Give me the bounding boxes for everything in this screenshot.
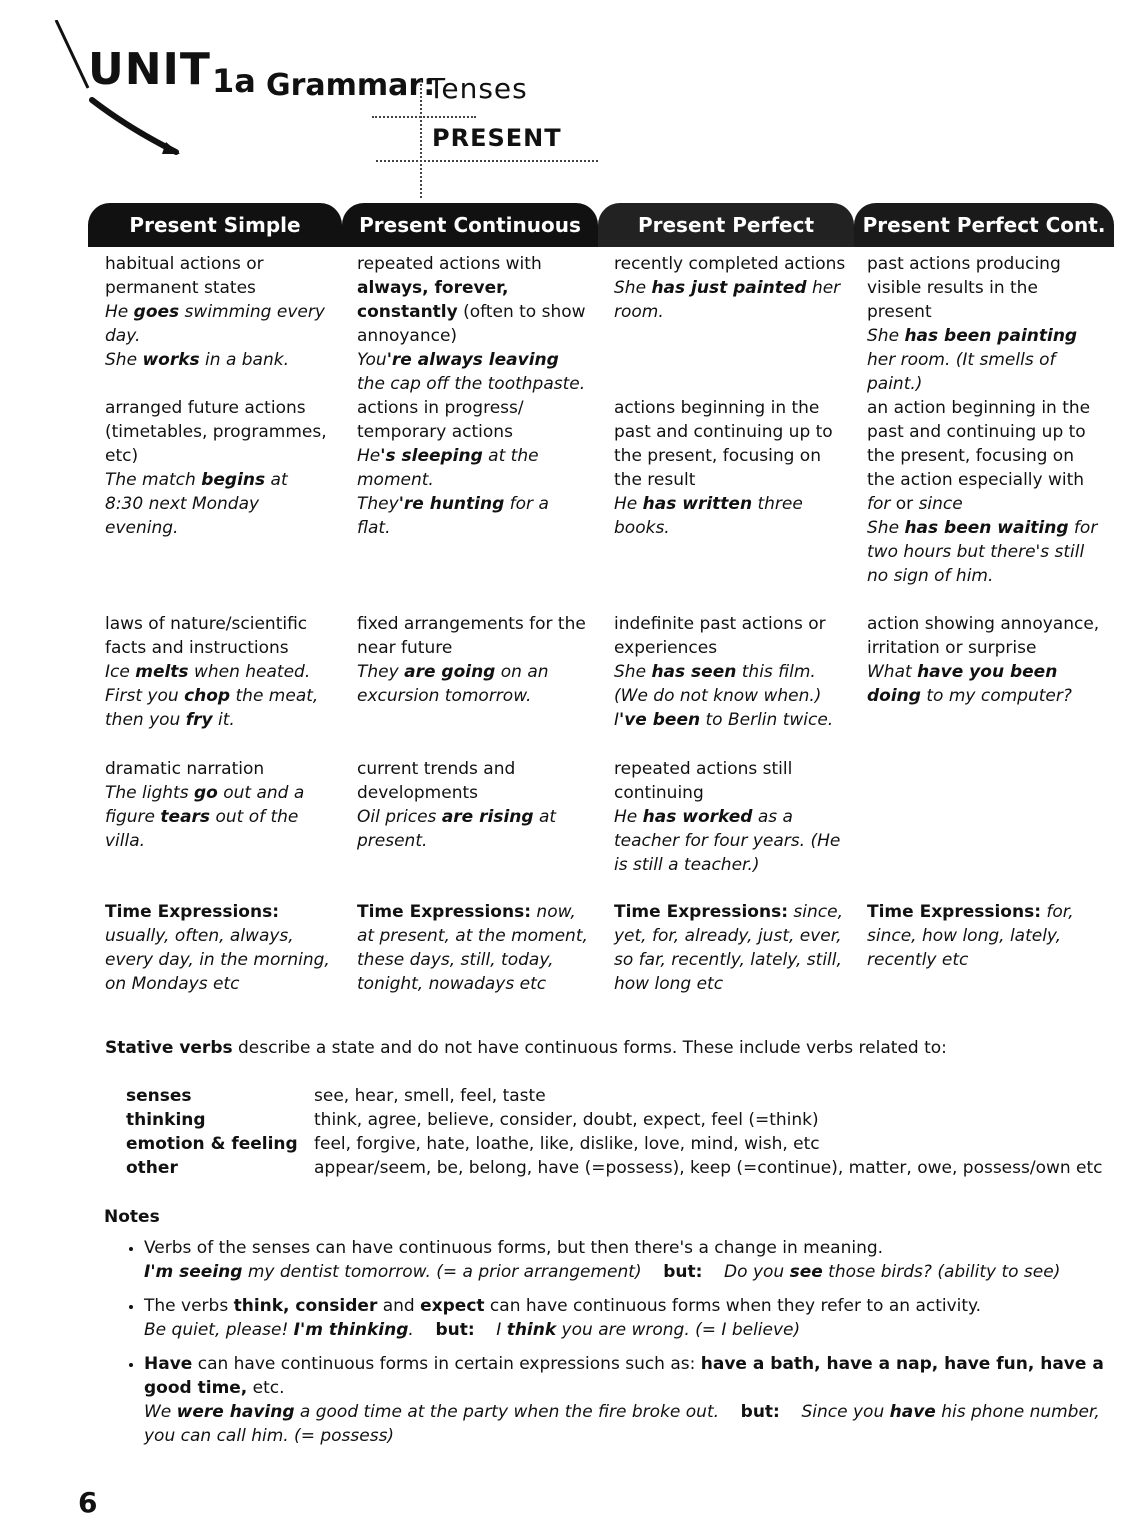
note-text: etc. bbox=[247, 1378, 285, 1398]
stative-row bbox=[126, 1108, 1116, 1132]
cell-r4-c1 bbox=[105, 757, 335, 853]
example-verb: has worked bbox=[642, 807, 753, 827]
example-text: three books. bbox=[614, 494, 803, 538]
page-number: 6 bbox=[78, 1486, 98, 1519]
example-text: She bbox=[614, 278, 652, 298]
cell-r1-c2 bbox=[357, 252, 587, 396]
usage-desc: laws of nature/scientific facts and instructions bbox=[105, 614, 308, 658]
example-text: to Berlin twice. bbox=[700, 710, 834, 730]
cell-r2-c3 bbox=[614, 396, 854, 540]
example-text: Ice bbox=[105, 662, 136, 682]
time-expr-c2 bbox=[357, 900, 589, 996]
example-verb: think bbox=[506, 1320, 557, 1340]
example-verb: melts bbox=[135, 662, 189, 682]
example-text: as a teacher for four years. (He is still a teacher.) bbox=[614, 807, 841, 875]
time-expr-label: Time Expressions: bbox=[105, 902, 280, 922]
stative-intro bbox=[105, 1036, 1115, 1060]
example-text: it. bbox=[212, 710, 235, 730]
example-text: the meat, then you bbox=[105, 686, 319, 730]
usage-desc: recently completed actions bbox=[614, 254, 846, 274]
but-label: but: bbox=[435, 1320, 475, 1340]
time-expr-label: Time Expressions: bbox=[614, 902, 789, 922]
example-verb: has been waiting bbox=[904, 518, 1069, 538]
note-item bbox=[144, 1236, 1106, 1284]
stative-verbs: feel, forgive, hate, loathe, like, dislike, love, mind, wish, etc bbox=[314, 1134, 820, 1154]
divider bbox=[376, 160, 598, 162]
notes-title: Notes bbox=[104, 1207, 160, 1227]
example-verb: 's sleeping bbox=[380, 446, 483, 466]
stative-intro-text: describe a state and do not have continuous forms. These include verbs related to: bbox=[232, 1038, 947, 1058]
example-text: I bbox=[496, 1320, 507, 1340]
example-text: Oil prices bbox=[357, 807, 442, 827]
example-verb: go bbox=[193, 783, 218, 803]
example-verb: have you been doing bbox=[867, 662, 1058, 706]
cell-r3-c3 bbox=[614, 612, 854, 732]
stative-category: emotion & feeling bbox=[126, 1134, 298, 1154]
stative-row bbox=[126, 1084, 1116, 1108]
note-text: The verbs bbox=[144, 1296, 234, 1316]
note-keyword: have a bath, have a nap, have fun, have a good time, bbox=[144, 1354, 1104, 1398]
example-text: Be quiet, please! bbox=[144, 1320, 294, 1340]
cell-r1-c4 bbox=[867, 252, 1107, 396]
example-text: He bbox=[614, 807, 643, 827]
banner-present-perfect bbox=[598, 203, 854, 247]
example-text: She bbox=[105, 350, 143, 370]
note-keyword: Have bbox=[144, 1354, 193, 1374]
example-text: . bbox=[408, 1320, 414, 1340]
usage-desc: past actions producing visible results in the present bbox=[867, 254, 1061, 322]
banner-label: Present Perfect bbox=[637, 213, 815, 237]
example-text: The lights bbox=[105, 783, 194, 803]
example-text: in a bank. bbox=[199, 350, 289, 370]
usage-desc: habitual actions or permanent states bbox=[105, 254, 264, 298]
example-text: to my computer? bbox=[920, 686, 1072, 706]
cell-r2-c4 bbox=[867, 396, 1107, 588]
example-text: She bbox=[867, 518, 905, 538]
time-expr-list: for, since, how long, lately, recently etc bbox=[867, 902, 1074, 970]
example-text: at present. bbox=[357, 807, 557, 851]
stative-row bbox=[126, 1156, 1116, 1180]
example-text: First you bbox=[105, 686, 185, 706]
cell-r2-c2 bbox=[357, 396, 587, 540]
present-heading: PRESENT bbox=[432, 124, 562, 152]
example-text: The match bbox=[105, 470, 202, 490]
time-expr-c4 bbox=[867, 900, 1107, 972]
usage-desc: fixed arrangements for the near future bbox=[357, 614, 586, 658]
example-verb: see bbox=[789, 1262, 823, 1282]
example-text: her room. (It smells of paint.) bbox=[867, 350, 1056, 394]
unit-label: UNIT bbox=[88, 44, 211, 95]
stative-label: Stative verbs bbox=[105, 1038, 233, 1058]
example-verb: have bbox=[889, 1402, 936, 1422]
example-verb: has just painted bbox=[651, 278, 807, 298]
example-text: this film. (We do not know when.) bbox=[614, 662, 822, 706]
note-keyword: think, consider bbox=[233, 1296, 378, 1316]
example-verb: are going bbox=[404, 662, 496, 682]
example-text: He bbox=[105, 302, 134, 322]
example-text: for two hours but there's still no sign of him. bbox=[867, 518, 1098, 586]
usage-desc: action showing annoyance, irritation or surprise bbox=[867, 614, 1100, 658]
banner-label: Present Simple bbox=[129, 213, 301, 237]
banner-label: Present Continuous bbox=[359, 213, 581, 237]
example-verb: I'm thinking bbox=[293, 1320, 409, 1340]
example-text: his phone number, you can call him. (= possess) bbox=[144, 1402, 1100, 1446]
note-item bbox=[144, 1352, 1106, 1448]
divider bbox=[372, 116, 476, 118]
example-text: She bbox=[614, 662, 652, 682]
note-text: can have continuous forms when they refer to an activity. bbox=[484, 1296, 982, 1316]
unit-number: 1a bbox=[212, 62, 256, 100]
example-verb: has seen bbox=[651, 662, 737, 682]
usage-desc: repeated actions with bbox=[357, 254, 542, 274]
example-text: Since you bbox=[801, 1402, 890, 1422]
example-verb: works bbox=[142, 350, 200, 370]
example-text: you are wrong. (= I believe) bbox=[556, 1320, 801, 1340]
example-verb: goes bbox=[133, 302, 180, 322]
example-text: at 8:30 next Monday evening. bbox=[105, 470, 288, 538]
time-expr-list: now, at present, at the moment, these days, still, today, tonight, nowadays etc bbox=[357, 902, 588, 994]
usage-desc: actions in progress/ temporary actions bbox=[357, 398, 524, 442]
example-verb: tears bbox=[160, 807, 211, 827]
example-text: They bbox=[357, 662, 405, 682]
example-text: out and a figure bbox=[105, 783, 305, 827]
stative-verbs: think, agree, believe, consider, doubt, expect, feel (=think) bbox=[314, 1110, 819, 1130]
note-item bbox=[144, 1294, 1106, 1342]
divider bbox=[420, 80, 422, 198]
example-text: What bbox=[867, 662, 918, 682]
example-verb: begins bbox=[201, 470, 266, 490]
usage-desc: (often to show annoyance) bbox=[357, 302, 586, 346]
example-text: my dentist tomorrow. (= a prior arrangement) bbox=[242, 1262, 642, 1282]
example-verb: has written bbox=[642, 494, 753, 514]
cell-r1-c3 bbox=[614, 252, 854, 324]
usage-keyword: since bbox=[918, 494, 963, 514]
example-text: her room. bbox=[614, 278, 841, 322]
usage-desc: or bbox=[890, 494, 919, 514]
usage-desc: actions beginning in the past and continuing up to the present, focusing on the result bbox=[614, 398, 833, 490]
note-text: can have continuous forms in certain expressions such as: bbox=[192, 1354, 701, 1374]
example-text: swimming every day. bbox=[105, 302, 325, 346]
example-verb: are rising bbox=[441, 807, 534, 827]
example-verb: I'm seeing bbox=[144, 1262, 243, 1282]
example-verb: 're hunting bbox=[398, 494, 505, 514]
example-verb: chop bbox=[184, 686, 231, 706]
time-expr-list: usually, often, always, every day, in the morning, on Mondays etc bbox=[105, 926, 330, 994]
usage-desc: an action beginning in the past and continuing up to the present, focusing on the action especially with bbox=[867, 398, 1091, 490]
example-verb: 've been bbox=[619, 710, 701, 730]
but-label: but: bbox=[663, 1262, 703, 1282]
usage-keywords: always, forever, constantly bbox=[357, 278, 509, 322]
note-text: and bbox=[377, 1296, 421, 1316]
stative-table bbox=[126, 1084, 1116, 1180]
example-text: at the moment. bbox=[357, 446, 539, 490]
cell-r2-c1 bbox=[105, 396, 330, 540]
note-text: Verbs of the senses can have continuous forms, but then there's a change in meaning. bbox=[144, 1238, 884, 1258]
stative-category: senses bbox=[126, 1086, 192, 1106]
example-verb: fry bbox=[185, 710, 213, 730]
banner-present-simple bbox=[88, 203, 342, 247]
example-text: We bbox=[144, 1402, 177, 1422]
cell-r3-c2 bbox=[357, 612, 587, 708]
cell-r4-c3 bbox=[614, 757, 854, 877]
stative-verbs: see, hear, smell, feel, taste bbox=[314, 1086, 546, 1106]
grammar-label: Grammar: bbox=[266, 68, 436, 103]
example-verb: were having bbox=[176, 1402, 295, 1422]
time-expr-label: Time Expressions: bbox=[357, 902, 532, 922]
example-text: She bbox=[867, 326, 905, 346]
banner-label: Present Perfect Cont. bbox=[862, 213, 1106, 237]
example-verb: has been painting bbox=[904, 326, 1078, 346]
time-expr-label: Time Expressions: bbox=[867, 902, 1042, 922]
note-keyword: expect bbox=[420, 1296, 485, 1316]
example-text: on an excursion tomorrow. bbox=[357, 662, 549, 706]
stative-row bbox=[126, 1132, 1116, 1156]
usage-desc: current trends and developments bbox=[357, 759, 516, 803]
notes-list bbox=[106, 1236, 1106, 1458]
example-text: for a flat. bbox=[357, 494, 549, 538]
usage-keyword: for bbox=[867, 494, 891, 514]
example-text: those birds? (ability to see) bbox=[822, 1262, 1061, 1282]
example-text: They bbox=[357, 494, 399, 514]
cell-r4-c2 bbox=[357, 757, 587, 853]
usage-desc: arranged future actions (timetables, programmes, etc) bbox=[105, 398, 327, 466]
cell-r3-c1 bbox=[105, 612, 330, 732]
example-text: I bbox=[614, 710, 620, 730]
time-expr-list: since, yet, for, already, just, ever, so far, recently, lately, still, how long etc bbox=[614, 902, 843, 994]
stative-category: thinking bbox=[126, 1110, 206, 1130]
cell-r3-c4 bbox=[867, 612, 1107, 708]
time-expr-c3 bbox=[614, 900, 854, 996]
cell-r1-c1 bbox=[105, 252, 330, 372]
usage-desc: dramatic narration bbox=[105, 759, 265, 779]
example-text: He bbox=[357, 446, 381, 466]
tenses-title: Tenses bbox=[428, 72, 528, 105]
example-text: when heated. bbox=[188, 662, 311, 682]
example-verb: 're always leaving bbox=[386, 350, 559, 370]
banner-present-perfect-cont bbox=[854, 203, 1114, 247]
example-text: a good time at the party when the fire broke out. bbox=[294, 1402, 720, 1422]
usage-desc: repeated actions still continuing bbox=[614, 759, 793, 803]
example-text: He bbox=[614, 494, 643, 514]
but-label: but: bbox=[740, 1402, 780, 1422]
example-text: You bbox=[357, 350, 387, 370]
stative-verbs: appear/seem, be, belong, have (=possess), keep (=continue), matter, owe, possess/own etc bbox=[314, 1158, 1103, 1178]
example-text: out of the villa. bbox=[105, 807, 299, 851]
time-expr-c1 bbox=[105, 900, 343, 996]
example-text: Do you bbox=[724, 1262, 790, 1282]
example-text: the cap off the toothpaste. bbox=[357, 374, 586, 394]
stative-category: other bbox=[126, 1158, 178, 1178]
usage-desc: indefinite past actions or experiences bbox=[614, 614, 826, 658]
banner-present-continuous bbox=[342, 203, 598, 247]
